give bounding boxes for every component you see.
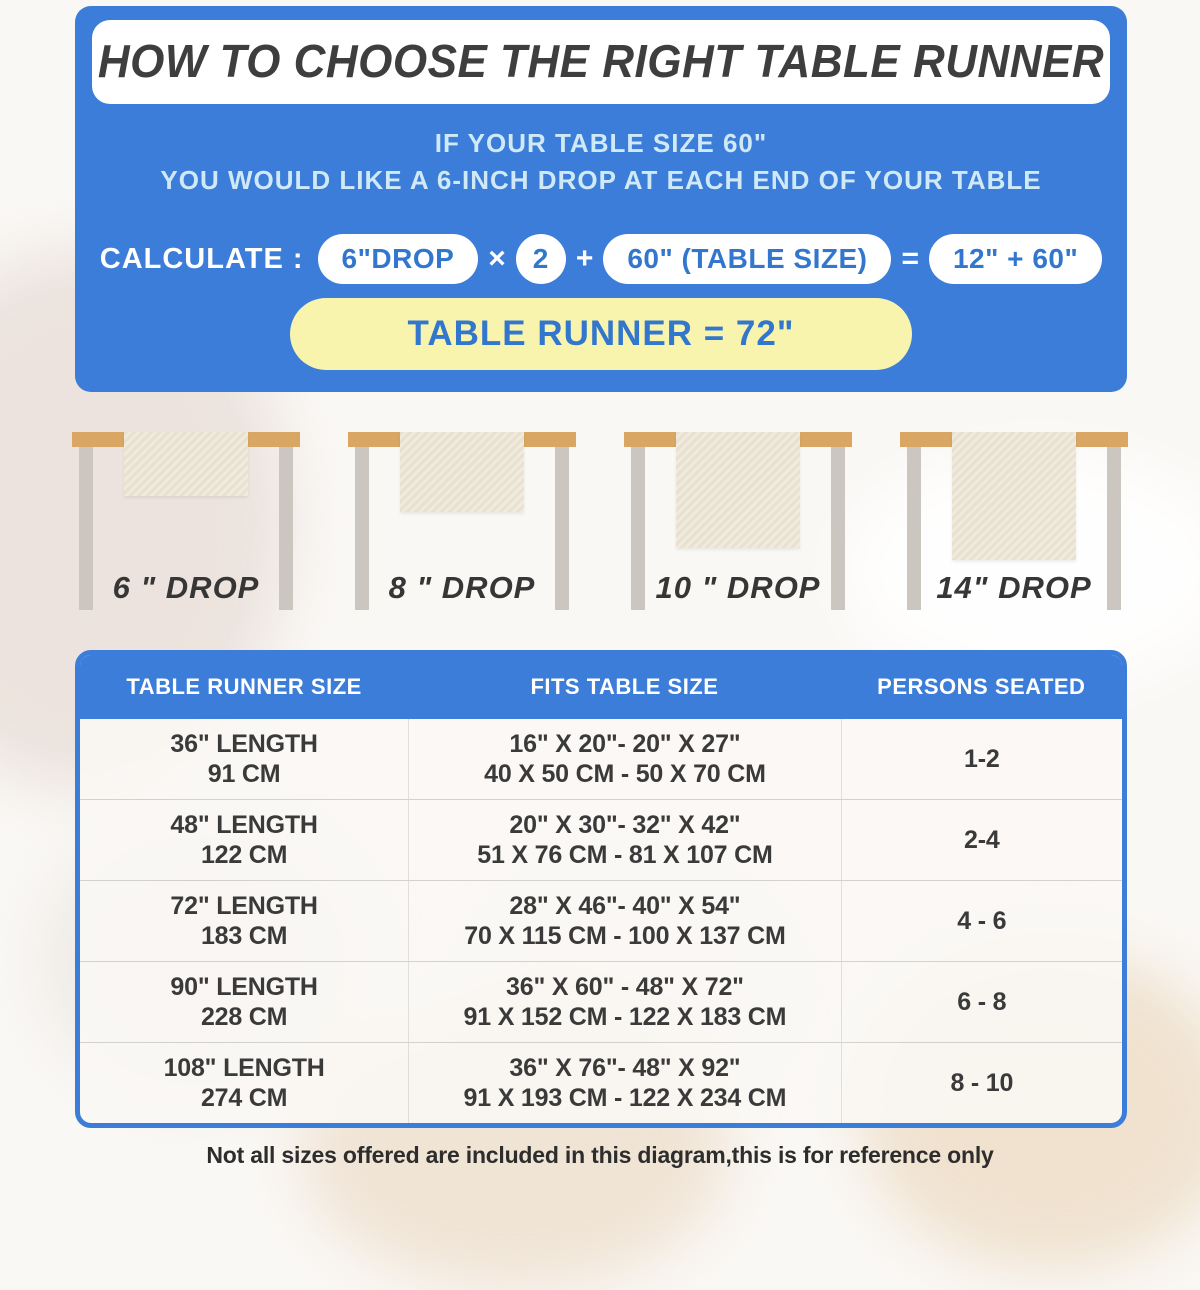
- column-header-runner-size: TABLE RUNNER SIZE: [126, 674, 362, 699]
- fits-table-size-cell: [408, 962, 840, 1042]
- fits-size-inches: 28" X 46"- 40" X 54": [509, 891, 741, 920]
- table-row: [80, 1042, 1122, 1123]
- drop-label: 14" DROP: [936, 570, 1092, 605]
- drop-value-pill: 6"DROP: [318, 234, 479, 284]
- drop-figures-row: [72, 424, 1128, 640]
- runner-size-inches: 36" LENGTH: [170, 729, 318, 758]
- fits-table-size-cell: [408, 800, 840, 880]
- runner-size-cell: [80, 719, 408, 799]
- runner-size-cell: [80, 800, 408, 880]
- equals-sign: =: [901, 242, 919, 275]
- runner-size-inches: 108" LENGTH: [163, 1053, 325, 1082]
- fits-size-cm: 70 X 115 CM - 100 X 137 CM: [464, 922, 786, 950]
- hero-panel: [75, 6, 1127, 392]
- table-row: [80, 799, 1122, 880]
- persons-seated-value: 6 - 8: [957, 987, 1007, 1016]
- table-runner-cloth: [952, 432, 1076, 560]
- fits-size-cm: 51 X 76 CM - 81 X 107 CM: [477, 841, 773, 869]
- table-runner-cloth: [124, 432, 248, 496]
- drop-label: 10 " DROP: [655, 570, 821, 605]
- fits-size-inches: 36" X 76"- 48" X 92": [509, 1053, 741, 1082]
- page-title: HOW TO CHOOSE THE RIGHT TABLE RUNNER: [97, 35, 1105, 88]
- result-pill: TABLE RUNNER = 72": [290, 298, 912, 370]
- fits-size-inches: 20" X 30"- 32" X 42": [509, 810, 741, 839]
- calculate-label: CALCULATE :: [99, 242, 304, 275]
- size-chart-table: [75, 650, 1127, 1128]
- column-header-persons-seated: PERSONS SEATED: [877, 674, 1086, 699]
- persons-seated-cell: [841, 800, 1122, 880]
- persons-seated-cell: [841, 881, 1122, 961]
- multiplier-pill: 2: [516, 234, 566, 284]
- table-size-pill: 60" (TABLE SIZE): [603, 234, 891, 284]
- fits-table-size-cell: [408, 1043, 840, 1123]
- drop-figure-14: [900, 424, 1128, 640]
- runner-size-inches: 90" LENGTH: [170, 972, 318, 1001]
- drop-figure-8: [348, 424, 576, 640]
- drop-label: 6 " DROP: [112, 570, 260, 605]
- fits-size-inches: 36" X 60" - 48" X 72": [506, 972, 744, 1001]
- fits-size-inches: 16" X 20"- 20" X 27": [509, 729, 741, 758]
- fits-size-cm: 91 X 152 CM - 122 X 183 CM: [463, 1003, 787, 1031]
- plus-sign: +: [575, 242, 594, 275]
- footer-disclaimer: Not all sizes offered are included in this diagram,this is for reference only: [206, 1142, 994, 1168]
- persons-seated-value: 1-2: [964, 744, 1000, 773]
- runner-size-cm: 228 CM: [200, 1003, 288, 1031]
- runner-size-cm: 274 CM: [200, 1084, 288, 1112]
- persons-seated-value: 2-4: [964, 825, 1000, 854]
- persons-seated-cell: [841, 962, 1122, 1042]
- persons-seated-cell: [841, 719, 1122, 799]
- runner-size-inches: 48" LENGTH: [170, 810, 318, 839]
- table-runner-cloth: [400, 432, 524, 512]
- size-chart-body: [80, 719, 1122, 1123]
- table-row: [80, 880, 1122, 961]
- multiply-sign: ×: [488, 242, 506, 275]
- runner-size-cell: [80, 881, 408, 961]
- drop-figure-6: [72, 424, 300, 640]
- table-row: [80, 719, 1122, 799]
- runner-size-inches: 72" LENGTH: [170, 891, 318, 920]
- title-banner: [92, 20, 1110, 104]
- fits-size-cm: 40 X 50 CM - 50 X 70 CM: [484, 760, 766, 788]
- runner-size-cm: 122 CM: [200, 841, 288, 869]
- drop-figure-10: [624, 424, 852, 640]
- persons-seated-value: 8 - 10: [950, 1068, 1014, 1097]
- column-header-fits-table-size: FITS TABLE SIZE: [530, 674, 719, 699]
- sum-pill: 12" + 60": [929, 234, 1102, 284]
- runner-size-cell: [80, 1043, 408, 1123]
- runner-size-cm: 91 CM: [207, 760, 281, 788]
- fits-table-size-cell: [408, 881, 840, 961]
- size-chart-header-row: [80, 655, 1122, 719]
- runner-size-cell: [80, 962, 408, 1042]
- persons-seated-value: 4 - 6: [957, 906, 1007, 935]
- fits-table-size-cell: [408, 719, 840, 799]
- drop-label: 8 " DROP: [388, 570, 536, 605]
- subtitle-line-2: YOU WOULD LIKE A 6-INCH DROP AT EACH END OF YOUR TABLE: [160, 165, 1042, 195]
- subtitle-line-1: IF YOUR TABLE SIZE 60": [434, 128, 768, 158]
- persons-seated-cell: [841, 1043, 1122, 1123]
- table-row: [80, 961, 1122, 1042]
- runner-size-cm: 183 CM: [200, 922, 288, 950]
- table-runner-cloth: [676, 432, 800, 548]
- fits-size-cm: 91 X 193 CM - 122 X 234 CM: [463, 1084, 787, 1112]
- calculation-row: [75, 234, 1127, 284]
